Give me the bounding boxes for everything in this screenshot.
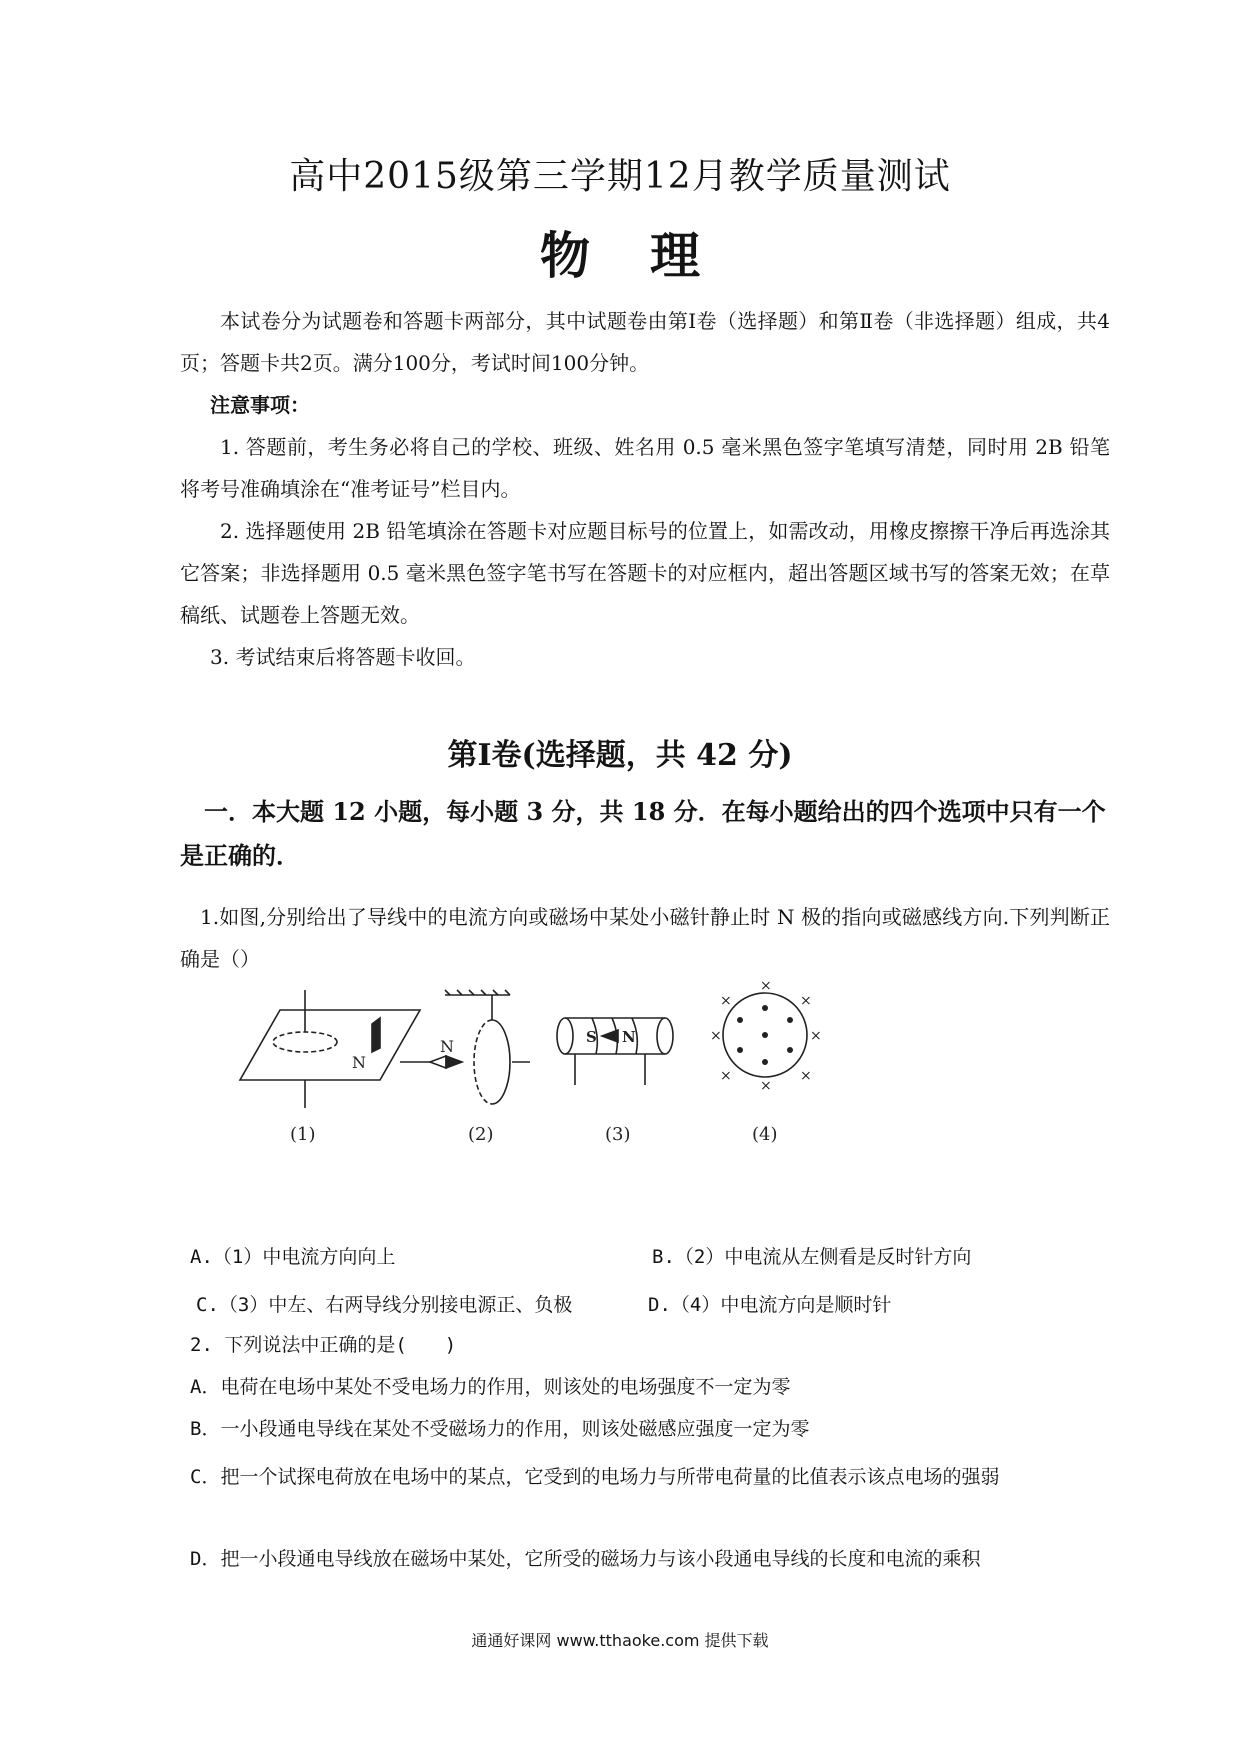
question-1-stem: 1.如图,分别给出了导线中的电流方向或磁场中某处小磁针静止时 N 极的指向或磁感线方向.下列判断正确是（）	[180, 905, 1110, 971]
figure-4	[710, 978, 822, 1094]
figure-label-4: (4)	[752, 1124, 778, 1145]
question-1-option-b: B.（2）中电流从左侧看是反时针方向	[652, 1246, 972, 1268]
notes-heading: 注意事项：	[210, 393, 310, 417]
figure-3-s-label: S	[586, 1028, 597, 1046]
question-1-option-c: C.（3）中左、右两导线分别接电源正、负极	[196, 1294, 573, 1316]
note-item-2: 2. 选择题使用 2B 铅笔填涂在答题卡对应题目标号的位置上，如需改动，用橡皮擦擦干净后再选涂其它答案；非选择题用 0.5 毫米黑色签字笔书写在答题卡的对应框内，超出答题区域书写的答案无效；在草稿纸、试题卷上答题无效。	[180, 519, 1110, 627]
subject-title: 物理	[540, 226, 760, 285]
intro-paragraph: 本试卷分为试题卷和答题卡两部分，其中试题卷由第Ⅰ卷（选择题）和第Ⅱ卷（非选择题）组成，共4页；答题卡共2页。满分100分，考试时间100分钟。	[180, 309, 1110, 375]
cross-mark: ×	[760, 978, 772, 994]
question-2-option-b: B．一小段通电导线在某处不受磁场力的作用，则该处磁感应强度一定为零	[190, 1418, 810, 1440]
cross-mark: ×	[810, 1028, 822, 1044]
exam-title: 高中2015级第三学期12月教学质量测试	[289, 156, 951, 197]
question-2-option-c: C．把一个试探电荷放在电场中的某点，它受到的电场力与所带电荷量的比值表示该点电场的强弱	[190, 1466, 1000, 1488]
page-footer: 通通好课网 www.tthaoke.com 提供下载	[471, 1631, 769, 1650]
question-2-option-d: D．把一小段通电导线放在磁场中某处，它所受的磁场力与该小段通电导线的长度和电流的乘积	[190, 1548, 981, 1570]
figure-label-1: (1)	[290, 1124, 316, 1145]
question-1-option-d: D.（4）中电流方向是顺时针	[648, 1294, 892, 1316]
note-item-1: 1. 答题前，考生务必将自己的学校、班级、姓名用 0.5 毫米黑色签字笔填写清楚，同时用 2B 铅笔将考号准确填涂在“准考证号”栏目内。	[180, 435, 1110, 501]
cross-mark: ×	[710, 1028, 722, 1044]
figure-3-n-label: N	[622, 1028, 636, 1046]
figure-2-n-label: N	[440, 1037, 454, 1056]
figure-label-2: (2)	[468, 1124, 494, 1145]
question-1-figure	[240, 978, 940, 1145]
cross-mark: ×	[800, 993, 812, 1009]
cross-mark: ×	[800, 1068, 812, 1084]
cross-mark: ×	[720, 993, 732, 1009]
figure-2	[400, 990, 530, 1104]
note-item-3: 3. 考试结束后将答题卡收回。	[210, 645, 476, 669]
part1-title: 第Ⅰ卷(选择题，共 42 分)	[447, 738, 793, 773]
question-1-option-a: A.（1）中电流方向向上	[190, 1246, 396, 1268]
figure-3	[557, 1018, 673, 1085]
cross-mark: ×	[760, 1078, 772, 1094]
question-2-stem: 2. 下列说法中正确的是( )	[190, 1334, 457, 1356]
figure-1-n-label: N	[352, 1053, 366, 1072]
section1-title: 一．本大题 12 小题，每小题 3 分，共 18 分．在每小题给出的四个选项中只有一个是正确的．	[180, 797, 1106, 870]
question-2-option-a: A．电荷在电场中某处不受电场力的作用，则该处的电场强度不一定为零	[190, 1376, 791, 1398]
cross-mark: ×	[720, 1068, 732, 1084]
figure-label-3: (3)	[605, 1124, 631, 1145]
figure-1	[240, 990, 420, 1108]
